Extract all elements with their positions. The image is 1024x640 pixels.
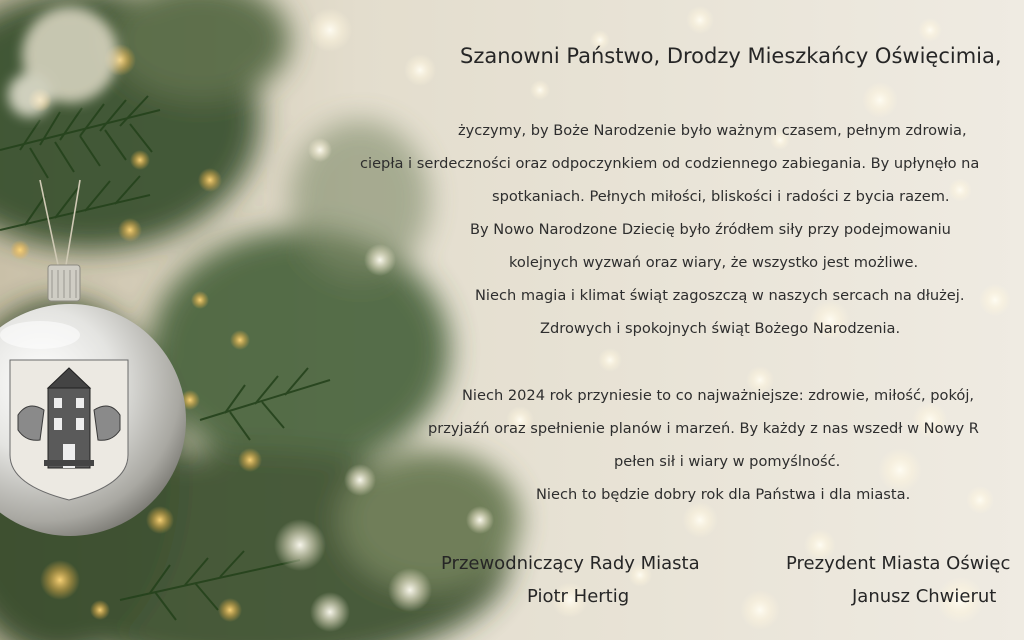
bokeh-light [918,18,942,42]
bokeh-light [404,54,436,86]
bokeh-light [90,600,110,620]
bokeh-light [966,486,994,514]
wishes-line: pełen sił i wiary w pomyślność. [614,453,841,470]
bokeh-light [10,240,30,260]
bokeh-light [198,168,222,192]
oswiecim-coat-of-arms-icon [10,360,128,500]
bokeh-light [682,502,718,538]
bokeh-light [948,178,972,202]
bokeh-light [686,6,714,34]
bokeh-light [388,568,432,612]
bokeh-light [218,598,242,622]
wishes-line: Zdrowych i spokojnych świąt Bożego Narodzenia. [540,320,901,337]
wishes-line: Niech magia i klimat świąt zagoszczą w naszych sercach na dłużej. [475,287,965,304]
signature-left-name: Piotr Hertig [527,586,630,607]
signature-left-title: Przewodniczący Rady Miasta [441,553,700,574]
bokeh-light [130,150,150,170]
bokeh-light [344,464,376,496]
bokeh-light [364,244,396,276]
wishes-line: Niech to będzie dobry rok dla Państwa i dla miasta. [536,486,911,503]
bokeh-light [146,506,174,534]
greeting-heading: Szanowni Państwo, Drodzy Mieszkańcy Oświęcimia, [460,44,1002,68]
signature-right-title: Prezydent Miasta Oświęc [786,553,1011,574]
bokeh-light [230,330,250,350]
wishes-line: kolejnych wyzwań oraz wiary, że wszystko jest możliwe. [509,254,919,271]
bokeh-light [862,82,898,118]
wishes-line: ciepła i serdeczności oraz odpoczynkiem od codziennego zabiegania. By upłynęło na [360,155,980,172]
bokeh-light [466,506,494,534]
bokeh-light [530,80,550,100]
bokeh-light [979,284,1011,316]
wishes-line: życzymy, by Boże Narodzenie było ważnym czasem, pełnym zdrowia, [458,122,967,139]
bokeh-light [308,8,352,52]
wishes-line: By Nowo Narodzone Dziecię było źródłem siły przy podejmowaniu [470,221,951,238]
bokeh-light [238,448,262,472]
bokeh-light [308,138,332,162]
wishes-line: Niech 2024 rok przyniesie to co najważniejsze: zdrowie, miłość, pokój, [462,387,975,404]
bokeh-light [40,560,80,600]
bokeh-light [598,348,622,372]
signature-right-name: Janusz Chwierut [852,586,997,607]
wishes-line: spotkaniach. Pełnych miłości, bliskości i radości z bycia razem. [492,188,950,205]
wishes-line: przyjaźń oraz spełnienie planów i marzeń. By każdy z nas wszedł w Nowy R [428,420,979,437]
bokeh-light [118,218,142,242]
bokeh-light [740,590,780,630]
bokeh-light [191,291,209,309]
bokeh-light [274,519,326,571]
bokeh-light [310,592,350,632]
